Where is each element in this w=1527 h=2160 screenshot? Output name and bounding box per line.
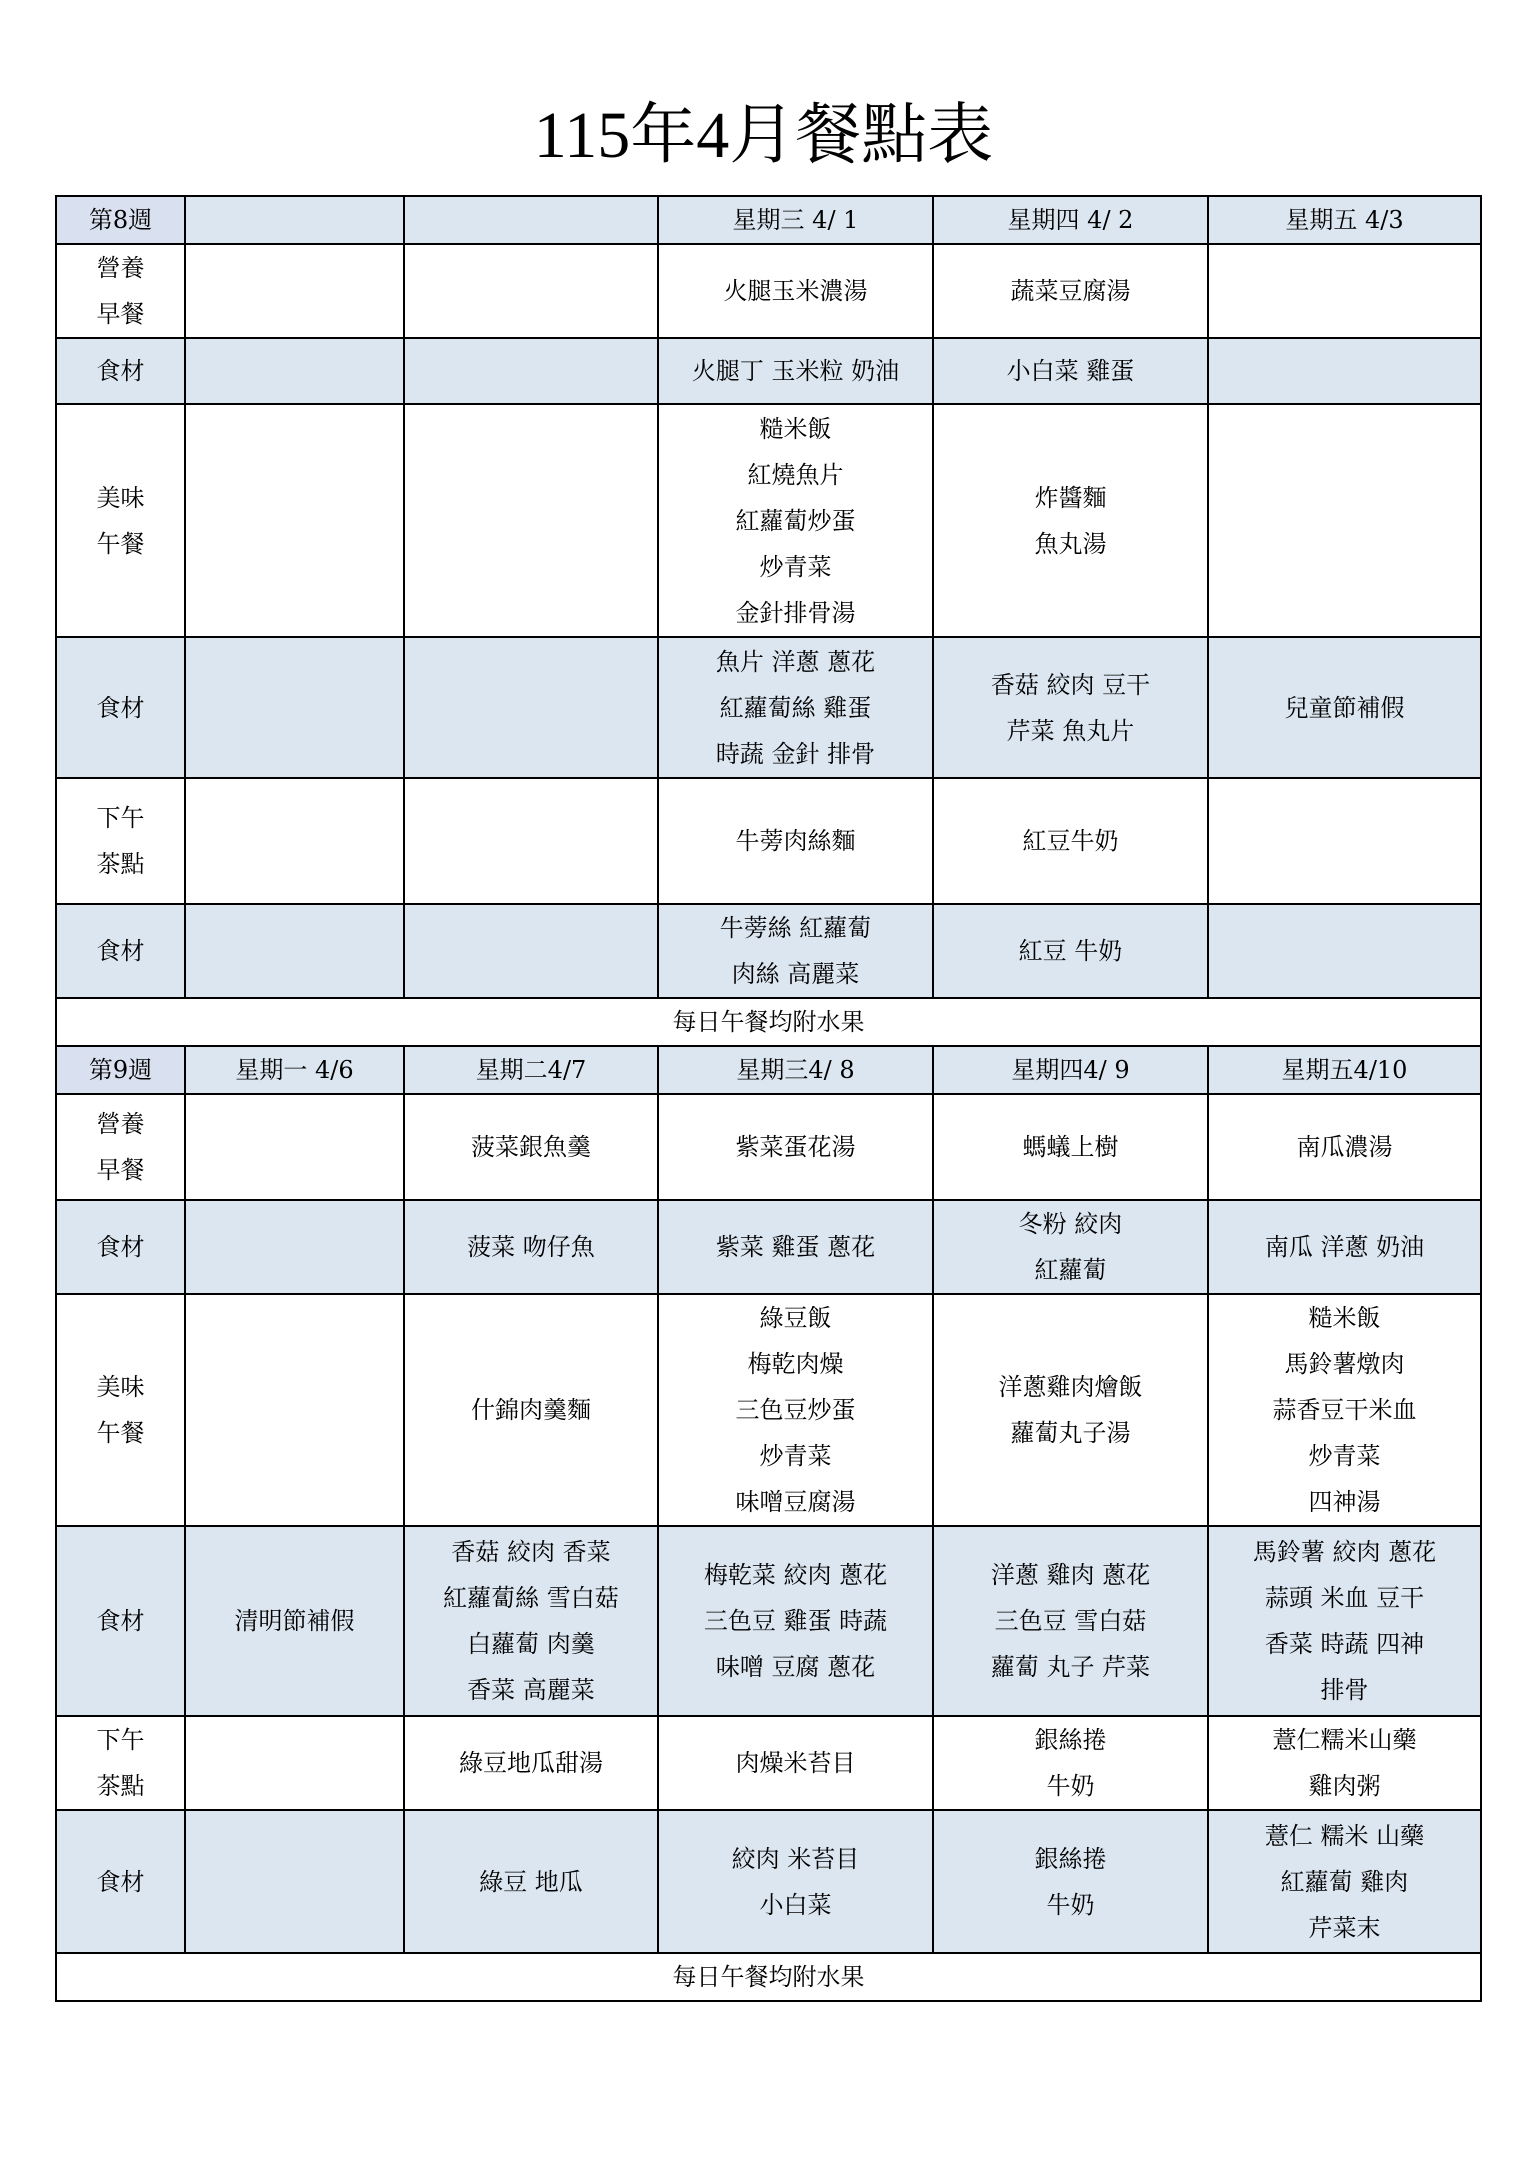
day-header: 星期四 4/ 2 xyxy=(933,196,1208,244)
week8-lunch-row xyxy=(56,404,1481,637)
cell-text: 牛蒡絲 紅蘿蔔 xyxy=(719,914,872,942)
cell-text: 食材 xyxy=(96,937,145,965)
menu-cell xyxy=(404,338,658,404)
cell-text: 美味 xyxy=(96,1373,145,1401)
menu-cell xyxy=(933,1526,1208,1716)
menu-cell xyxy=(185,1810,404,1953)
menu-table xyxy=(55,195,1482,2002)
cell-text: 蘿蔔丸子湯 xyxy=(1010,1419,1131,1447)
cell-text: 蒜香豆干米血 xyxy=(1272,1396,1417,1424)
menu-cell xyxy=(185,244,404,338)
cell-text: 梅乾肉燥 xyxy=(747,1350,844,1378)
cell-text: 魚片 洋蔥 蔥花 xyxy=(715,647,876,676)
week9-snack-ingredients-row xyxy=(56,1810,1481,1953)
cell-text: 紅蘿蔔 xyxy=(1034,1256,1107,1284)
cell-text: 茶點 xyxy=(96,850,145,878)
row-label xyxy=(56,778,185,904)
cell-text: 芹菜末 xyxy=(1308,1913,1381,1942)
day-header: 星期三 4/ 1 xyxy=(658,196,933,244)
menu-cell xyxy=(933,1094,1208,1200)
cell-text: 香菜 時蔬 四神 xyxy=(1264,1630,1425,1658)
cell-text: 金針排骨湯 xyxy=(735,598,856,627)
row-label xyxy=(56,637,185,778)
week9-lunch-row xyxy=(56,1294,1481,1526)
menu-cell xyxy=(404,904,658,998)
menu-cell xyxy=(933,404,1208,637)
cell-text: 炸醬麵 xyxy=(1034,483,1107,512)
cell-text: 小白菜 雞蛋 xyxy=(1006,357,1135,385)
week9-lunch-ingredients-row xyxy=(56,1526,1481,1716)
day-header xyxy=(185,196,404,244)
cell-text: 午餐 xyxy=(96,1419,145,1447)
menu-cell xyxy=(185,1200,404,1294)
week8-header-row xyxy=(56,196,1481,244)
cell-text: 火腿丁 玉米粒 奶油 xyxy=(691,357,900,385)
menu-cell xyxy=(933,338,1208,404)
cell-text: 三色豆 雪白菇 xyxy=(994,1607,1147,1635)
menu-cell xyxy=(185,1294,404,1526)
menu-cell xyxy=(185,404,404,637)
cell-text: 炒青菜 xyxy=(759,1442,832,1470)
row-label xyxy=(56,404,185,637)
cell-text: 螞蟻上樹 xyxy=(1022,1133,1119,1161)
menu-cell xyxy=(658,1810,933,1953)
menu-cell xyxy=(658,244,933,338)
cell-text: 三色豆 雞蛋 時蔬 xyxy=(703,1607,888,1635)
cell-text: 紫菜蛋花湯 xyxy=(735,1133,856,1161)
cell-text: 味噌 豆腐 蔥花 xyxy=(715,1653,876,1681)
menu-cell xyxy=(1208,404,1481,637)
cell-text: 排骨 xyxy=(1320,1676,1369,1704)
day-header: 星期三4/ 8 xyxy=(658,1046,933,1094)
cell-text: 菠菜銀魚羹 xyxy=(471,1133,591,1161)
fruit-note: 每日午餐均附水果 xyxy=(56,998,1481,1046)
week-label: 第9週 xyxy=(56,1046,185,1094)
menu-cell xyxy=(933,1716,1208,1810)
cell-text: 牛蒡肉絲麵 xyxy=(735,827,856,855)
cell-text: 食材 xyxy=(96,693,145,722)
week8-note-row xyxy=(56,998,1481,1046)
week9-breakfast-ingredients-row xyxy=(56,1200,1481,1294)
menu-cell xyxy=(404,1294,658,1526)
week8-snack-row xyxy=(56,778,1481,904)
menu-cell xyxy=(1208,338,1481,404)
week9-note-row xyxy=(56,1953,1481,2001)
cell-text: 綠豆 地瓜 xyxy=(479,1867,583,1896)
cell-text: 香菜 高麗菜 xyxy=(467,1676,595,1704)
menu-cell xyxy=(404,1810,658,1953)
menu-cell xyxy=(185,904,404,998)
cell-text: 炒青菜 xyxy=(1308,1442,1381,1470)
cell-text: 食材 xyxy=(96,357,145,385)
cell-text: 南瓜濃湯 xyxy=(1296,1133,1393,1161)
cell-text: 肉絲 高麗菜 xyxy=(731,960,860,988)
cell-text: 清明節補假 xyxy=(234,1607,355,1635)
week8-breakfast-row xyxy=(56,244,1481,338)
cell-text: 兒童節補假 xyxy=(1284,693,1405,722)
cell-text: 馬鈴薯 絞肉 蔥花 xyxy=(1252,1538,1437,1566)
cell-text: 紅蘿蔔 雞肉 xyxy=(1280,1867,1409,1896)
menu-cell xyxy=(404,1716,658,1810)
menu-cell xyxy=(658,1200,933,1294)
menu-cell xyxy=(1208,1094,1481,1200)
cell-text: 梅乾菜 絞肉 蔥花 xyxy=(703,1561,888,1589)
cell-text: 紅蘿蔔炒蛋 xyxy=(735,506,856,535)
cell-text: 洋蔥雞肉燴飯 xyxy=(998,1373,1143,1401)
cell-text: 火腿玉米濃湯 xyxy=(723,277,868,305)
week8-lunch-ingredients-row xyxy=(56,637,1481,778)
cell-text: 絞肉 米苔目 xyxy=(731,1844,860,1873)
row-label xyxy=(56,1294,185,1526)
cell-text: 什錦肉羹麵 xyxy=(471,1396,591,1424)
row-label xyxy=(56,1094,185,1200)
cell-text: 炒青菜 xyxy=(759,552,832,581)
cell-text: 牛奶 xyxy=(1046,1890,1095,1919)
cell-text: 牛奶 xyxy=(1046,1772,1095,1800)
week9-snack-row xyxy=(56,1716,1481,1810)
cell-text: 四神湯 xyxy=(1308,1488,1381,1516)
menu-cell xyxy=(1208,778,1481,904)
cell-text: 下午 xyxy=(96,804,145,832)
cell-text: 紫菜 雞蛋 蔥花 xyxy=(715,1233,876,1261)
menu-cell xyxy=(658,904,933,998)
cell-text: 紅蘿蔔絲 雞蛋 xyxy=(719,693,872,722)
menu-cell xyxy=(404,1200,658,1294)
row-label xyxy=(56,244,185,338)
menu-cell xyxy=(933,637,1208,778)
menu-cell xyxy=(658,338,933,404)
menu-cell xyxy=(185,1716,404,1810)
menu-cell xyxy=(185,1094,404,1200)
fruit-note: 每日午餐均附水果 xyxy=(56,1953,1481,2001)
menu-cell xyxy=(404,1094,658,1200)
day-header: 星期五 4/3 xyxy=(1208,196,1481,244)
cell-text: 綠豆地瓜甜湯 xyxy=(459,1749,603,1777)
week9-header-row xyxy=(56,1046,1481,1094)
row-label xyxy=(56,338,185,404)
row-label xyxy=(56,1716,185,1810)
cell-text: 雞肉粥 xyxy=(1308,1772,1381,1800)
menu-cell xyxy=(1208,637,1481,778)
row-label xyxy=(56,1810,185,1953)
menu-cell xyxy=(1208,1294,1481,1526)
cell-text: 紅豆 牛奶 xyxy=(1018,937,1123,965)
week8-snack-ingredients-row xyxy=(56,904,1481,998)
row-label xyxy=(56,1526,185,1716)
cell-text: 紅蘿蔔絲 雪白菇 xyxy=(443,1584,619,1612)
menu-cell xyxy=(933,1810,1208,1953)
day-header: 星期二4/7 xyxy=(404,1046,658,1094)
menu-cell xyxy=(658,1294,933,1526)
day-header xyxy=(404,196,658,244)
menu-cell xyxy=(658,404,933,637)
menu-cell xyxy=(404,404,658,637)
row-label xyxy=(56,1200,185,1294)
menu-cell xyxy=(933,1294,1208,1526)
menu-cell xyxy=(404,1526,658,1716)
cell-text: 營養 xyxy=(96,254,145,282)
menu-cell xyxy=(658,1094,933,1200)
day-header: 星期一 4/6 xyxy=(185,1046,404,1094)
cell-text: 早餐 xyxy=(96,1156,145,1184)
page-title: 115年4月餐點表 xyxy=(533,99,994,172)
cell-text: 食材 xyxy=(96,1233,145,1261)
cell-text: 蘿蔔 丸子 芹菜 xyxy=(990,1653,1151,1681)
menu-cell xyxy=(658,1716,933,1810)
menu-cell xyxy=(185,1526,404,1716)
menu-cell xyxy=(1208,1200,1481,1294)
menu-cell xyxy=(1208,244,1481,338)
menu-cell xyxy=(1208,1716,1481,1810)
menu-cell xyxy=(185,637,404,778)
cell-text: 營養 xyxy=(96,1110,145,1138)
cell-text: 糙米飯 xyxy=(759,414,832,443)
cell-text: 時蔬 金針 排骨 xyxy=(715,739,876,768)
menu-cell xyxy=(933,904,1208,998)
cell-text: 南瓜 洋蔥 奶油 xyxy=(1264,1233,1425,1261)
cell-text: 綠豆飯 xyxy=(759,1304,832,1332)
cell-text: 早餐 xyxy=(96,300,145,328)
cell-text: 紅燒魚片 xyxy=(747,460,844,489)
menu-cell xyxy=(933,1200,1208,1294)
week8-breakfast-ingredients-row xyxy=(56,338,1481,404)
cell-text: 白蘿蔔 肉羹 xyxy=(467,1630,595,1658)
cell-text: 薏仁糯米山藥 xyxy=(1272,1726,1417,1754)
cell-text: 馬鈴薯燉肉 xyxy=(1284,1350,1405,1378)
cell-text: 糙米飯 xyxy=(1308,1304,1381,1332)
menu-cell xyxy=(933,778,1208,904)
menu-cell xyxy=(933,244,1208,338)
cell-text: 蒜頭 米血 豆干 xyxy=(1264,1584,1425,1612)
cell-text: 魚丸湯 xyxy=(1034,529,1107,558)
cell-text: 芹菜 魚丸片 xyxy=(1006,716,1135,745)
cell-text: 香菇 絞肉 豆干 xyxy=(990,670,1151,699)
cell-text: 銀絲捲 xyxy=(1034,1726,1107,1754)
menu-cell xyxy=(404,637,658,778)
cell-text: 食材 xyxy=(96,1607,145,1635)
cell-text: 三色豆炒蛋 xyxy=(735,1396,856,1424)
cell-text: 茶點 xyxy=(96,1772,145,1800)
menu-cell xyxy=(185,778,404,904)
cell-text: 下午 xyxy=(96,1726,145,1754)
cell-text: 菠菜 吻仔魚 xyxy=(467,1233,595,1261)
menu-cell xyxy=(658,1526,933,1716)
cell-text: 食材 xyxy=(96,1867,145,1896)
cell-text: 冬粉 絞肉 xyxy=(1018,1210,1123,1238)
cell-text: 午餐 xyxy=(96,529,145,558)
day-header: 星期五4/10 xyxy=(1208,1046,1481,1094)
cell-text: 銀絲捲 xyxy=(1034,1844,1107,1873)
menu-cell xyxy=(404,778,658,904)
cell-text: 紅豆牛奶 xyxy=(1022,827,1119,855)
menu-cell xyxy=(658,778,933,904)
menu-cell xyxy=(1208,1810,1481,1953)
cell-text: 美味 xyxy=(96,483,145,512)
cell-text: 洋蔥 雞肉 蔥花 xyxy=(990,1561,1151,1589)
row-label xyxy=(56,904,185,998)
menu-cell xyxy=(1208,904,1481,998)
menu-cell xyxy=(1208,1526,1481,1716)
cell-text: 薏仁 糯米 山藥 xyxy=(1264,1821,1425,1850)
cell-text: 蔬菜豆腐湯 xyxy=(1010,277,1131,305)
menu-cell xyxy=(404,244,658,338)
cell-text: 肉燥米苔目 xyxy=(735,1749,856,1777)
menu-cell xyxy=(185,338,404,404)
cell-text: 小白菜 xyxy=(759,1890,832,1919)
cell-text: 香菇 絞肉 香菜 xyxy=(451,1538,611,1566)
cell-text: 味噌豆腐湯 xyxy=(735,1488,856,1516)
week-label: 第8週 xyxy=(56,196,185,244)
week9-breakfast-row xyxy=(56,1094,1481,1200)
day-header: 星期四4/ 9 xyxy=(933,1046,1208,1094)
menu-cell xyxy=(658,637,933,778)
